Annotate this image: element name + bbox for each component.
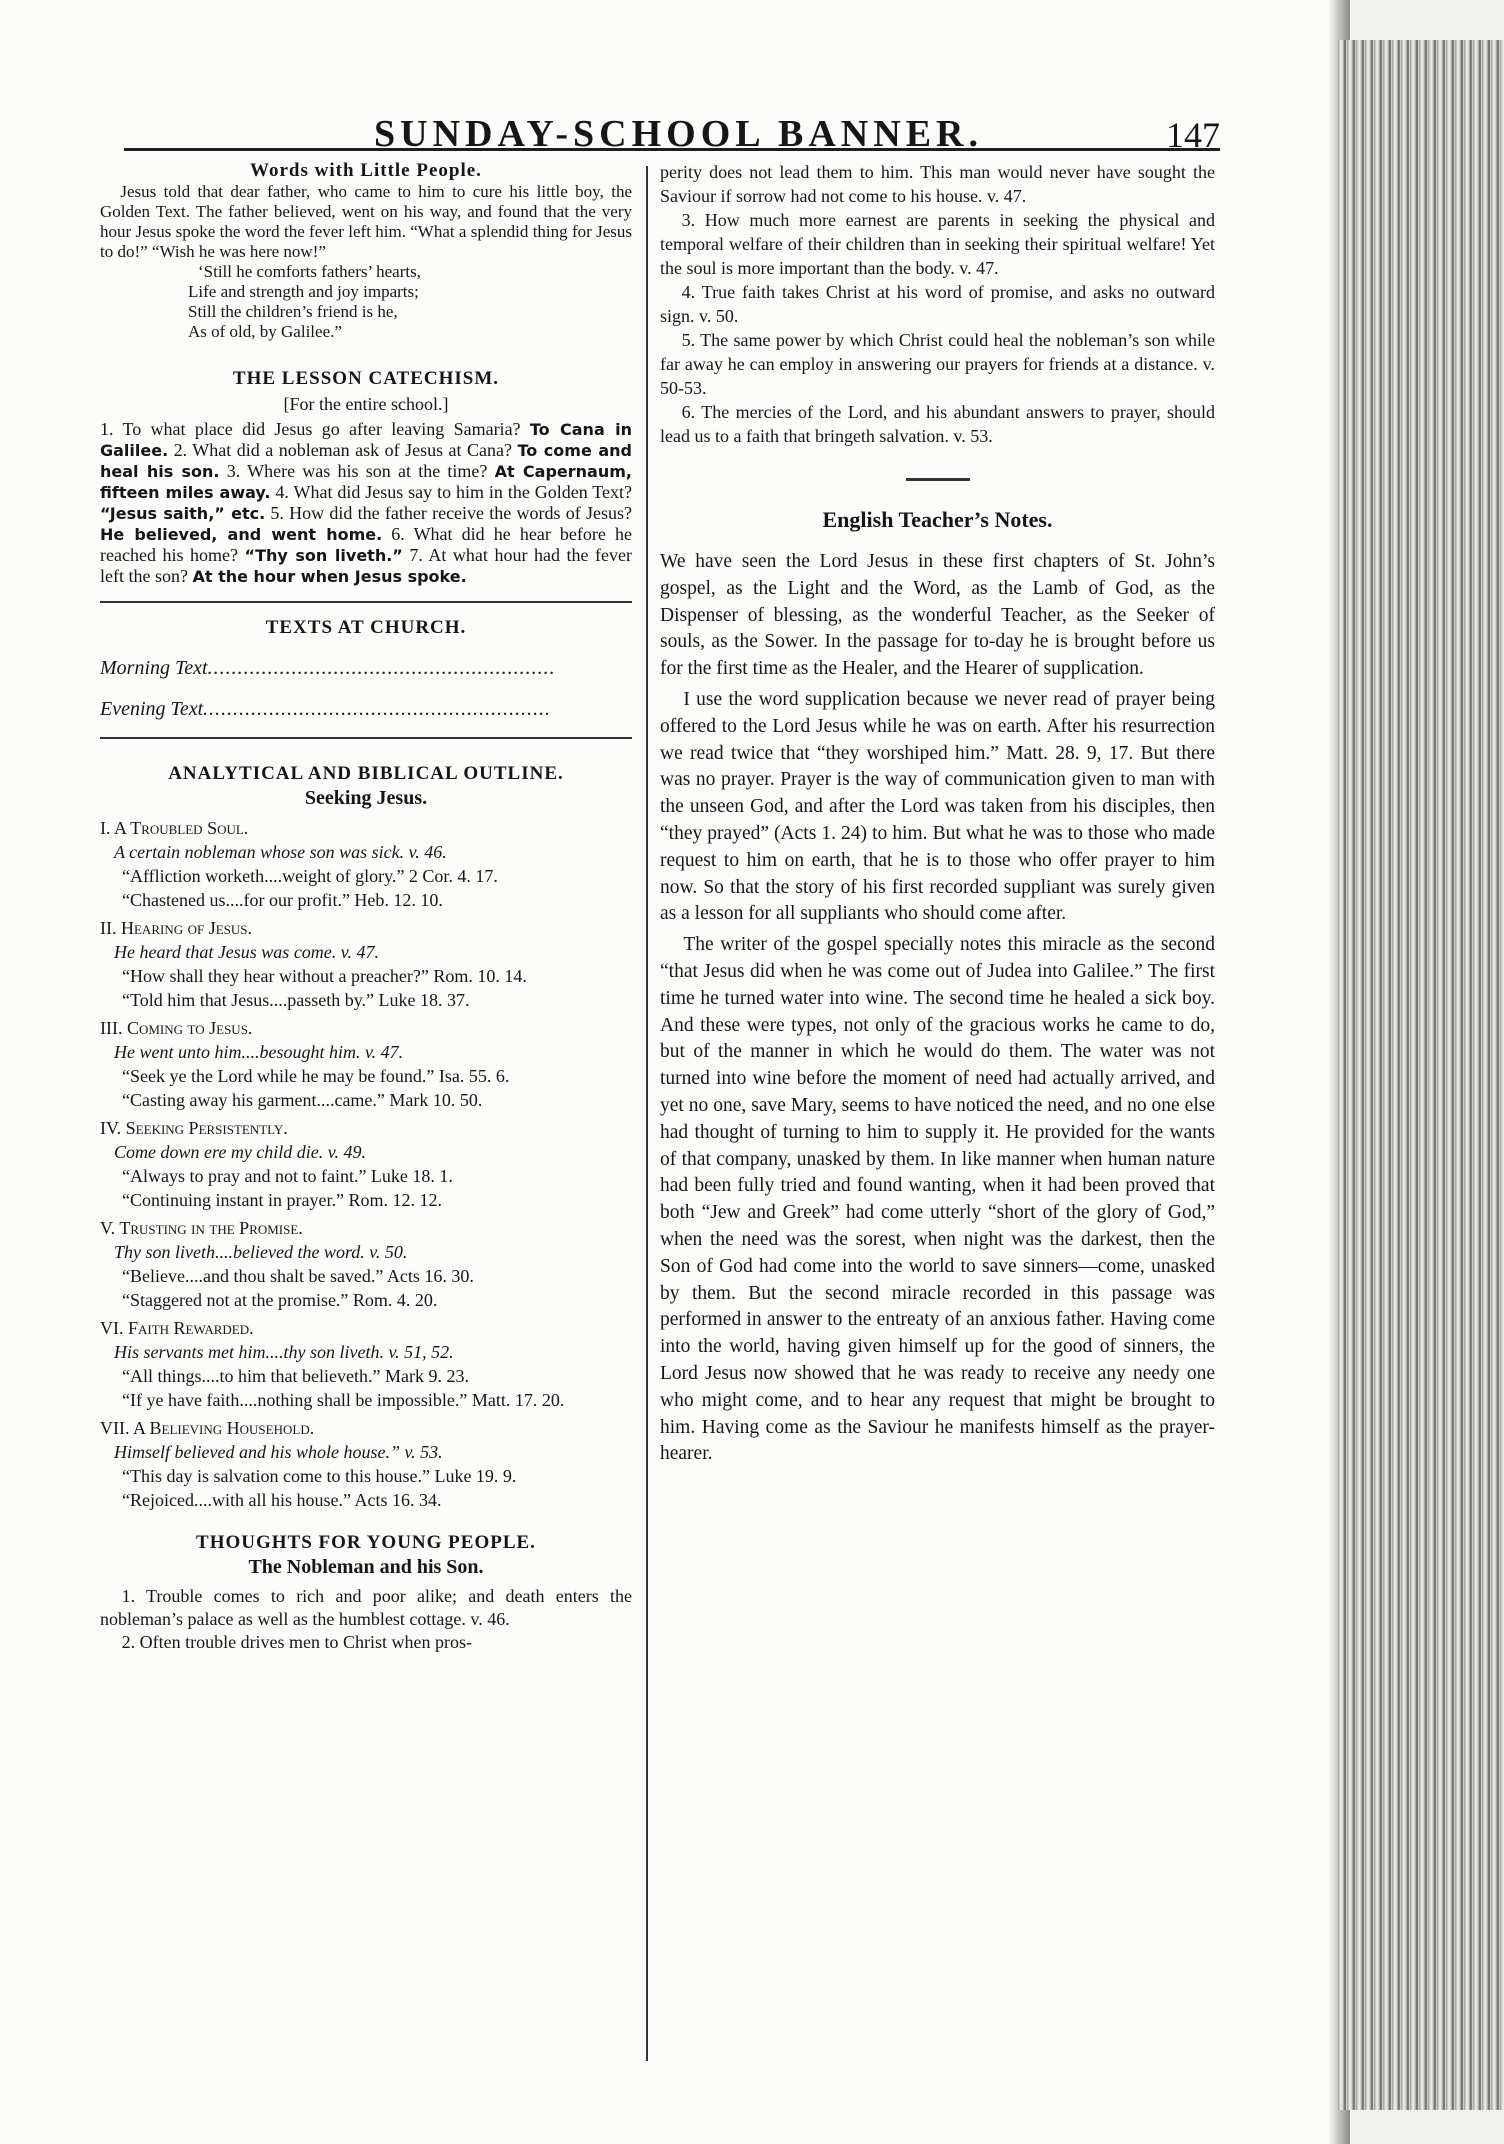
thoughts-continued (660, 160, 1215, 448)
thoughts-title: THOUGHTS FOR YOUNG PEOPLE. (196, 1532, 536, 1553)
outline-section (100, 1216, 632, 1312)
outline-reference: “Told him that Jesus....passeth by.” Luke 18. 37. (122, 990, 470, 1010)
outline-subheading: He heard that Jesus was come. v. 47. (114, 942, 379, 962)
poem-line: Still the children’s friend is he, (188, 302, 398, 321)
catechism-answer: At Capernaum, fifteen miles away. (100, 462, 632, 502)
outline-reference: “Believe....and thou shalt be saved.” Acts 16. 30. (122, 1266, 474, 1286)
column-divider (646, 166, 648, 2061)
outline-reference: “If ye have faith....nothing shall be impossible.” Matt. 17. 20. (122, 1390, 565, 1410)
texts-at-church (100, 617, 632, 721)
words-title: Words with Little People. (250, 160, 482, 181)
catechism-answer: He believed, and went home. (100, 525, 383, 544)
thought-item: 2. Often trouble drives men to Christ when pros- (121, 1632, 473, 1652)
outline-reference: “Rejoiced....with all his house.” Acts 16. 34. (122, 1490, 442, 1510)
outline-reference: “Seek ye the Lord while he may be found.” Isa. 55. 6. (122, 1066, 510, 1086)
thought-item: 5. The same power by which Christ could heal the nobleman’s son while far away he can employ in answering our prayers for friends at a distance. v. 50-53. (660, 330, 1215, 398)
outline-subheading: His servants met him....thy son liveth. v. 51, 52. (114, 1342, 454, 1362)
outline-reference: “All things....to him that believeth.” Mark 9. 23. (122, 1366, 469, 1386)
notes-paragraph: We have seen the Lord Jesus in these first chapters of St. John’s gospel, as the Light and the Word, as the Lamb of God, as the Dispenser of blessing, as the wonderful Teacher, as the Seeker of souls, as the Sower. In the passage for to-day he is brought before us for the first time as the Healer, and the Hearer of supplication. (660, 551, 1215, 680)
outline-title: ANALYTICAL AND BIBLICAL OUTLINE. (168, 763, 564, 784)
outline-heading: I. A Troubled Soul. (100, 818, 249, 838)
outline-reference: “Affliction worketh....weight of glory.” 2 Cor. 4. 17. (122, 866, 498, 886)
outline-subheading: He went unto him....besought him. v. 47. (114, 1042, 404, 1062)
outline-section (100, 1016, 632, 1112)
outline-heading: II. Hearing of Jesus. (100, 918, 253, 938)
outline-subheading: Come down ere my child die. v. 49. (114, 1142, 366, 1162)
outline-heading: VII. A Believing Household. (100, 1418, 315, 1438)
outline-heading: V. Trusting in the Promise. (100, 1218, 303, 1238)
running-title: SUNDAY-SCHOOL BANNER. (374, 113, 983, 155)
section-rule (100, 601, 632, 603)
catechism-answer: To Cana in Galilee. (100, 420, 632, 460)
notes-title: English Teacher’s Notes. (822, 507, 1053, 532)
evening-text-line: Evening Text.......................................................... (100, 698, 552, 720)
page-header (124, 112, 1220, 155)
outline-heading: III. Coming to Jesus. (100, 1018, 253, 1038)
texts-title: TEXTS AT CHURCH. (265, 617, 467, 638)
catechism-answer: To come and heal his son. (100, 441, 632, 481)
outline-subtitle: Seeking Jesus. (304, 787, 428, 809)
outline-reference: “Staggered not at the promise.” Rom. 4. 20. (122, 1290, 438, 1310)
thought-item: 4. True faith takes Christ at his word of promise, and asks no outward sign. v. 50. (660, 282, 1215, 326)
catechism-title: THE LESSON CATECHISM. (232, 368, 500, 389)
header-rule (124, 148, 1220, 151)
thoughts-for-young-people (100, 1532, 632, 1654)
outline-reference: “How shall they hear without a preacher?” Rom. 10. 14. (122, 966, 527, 986)
thought-item: 3. How much more earnest are parents in seeking the physical and temporal welfare of their children than in seeking their spiritual welfare! Yet the soul is more important than the body. v. 47. (660, 210, 1215, 278)
outline-heading: IV. Seeking Persistently. (100, 1118, 288, 1138)
notes-paragraph: I use the word supplication because we never read of prayer being offered to the Lord Jesus while he was on earth. After his resurrection we read twice that “they worshiped him.” Matt. 28. 9, 17. But there was no prayer. Prayer is the way of communication given to man with the unseen God, and after the Lord was taken from his disciples, then “they prayed” (Acts 1. 24) to him. But what he was to those who made request to him on earth, that he is to those who offer prayer to him now. So that the story of his first recorded suppliant was surely given as a lesson for all suppliants who should come after. (660, 688, 1215, 925)
thoughts-subtitle: The Nobleman and his Son. (248, 1556, 484, 1578)
words-paragraph: Jesus told that dear father, who came to him to cure his little boy, the Golden Text. The father believed, went on his way, and found that the very hour Jesus spoke the word the fever left him. “What a splendid thing for Jesus to do!” “Wish he was here now!” (100, 182, 632, 261)
outline-reference: “This day is salvation come to this house.” Luke 19. 9. (122, 1466, 517, 1486)
thought-item: 6. The mercies of the Lord, and his abundant answers to prayer, should lead us to a faith that bringeth salvation. v. 53. (660, 402, 1215, 446)
short-divider (906, 478, 970, 481)
morning-text-line: Morning Text.......................................................... (100, 657, 556, 679)
notes-paragraph: The writer of the gospel specially notes this miracle as the second “that Jesus did when he was come out of Judea into Galilee.” The first time he turned water into wine. The second time he healed a sick boy. And these were types, not only of the gracious works he came to do, but of the manner in which he would do them. The water was not turned into wine before the moment of need had actually arrived, and yet no one, save Mary, seems to have noticed the need, and no one else had thought of turning to him to supply it. He provided for the wants of that company, unasked by them. In like manner when human nature had been fully tried and found wanting, when it had been proved that both “Jew and Greek” had come utterly “short of the glory of God,” when the need was the sorest, when night was the darkest, then the Son of God had come into the world to save sinners—come, unasked by them. But the second miracle recorded in this passage was performed in answer to the entreaty of an anxious father. Having come into the world, having given himself up for the good of sinners, the Lord Jesus now showed that he was ready to receive any needy one who might come, and to hear any request that might be brought to him. Having come as the Saviour he manifests himself as the prayer-hearer. (660, 934, 1215, 1465)
outline-section (100, 1416, 632, 1512)
book-page-edges (1338, 40, 1504, 2110)
thought-item: perity does not lead them to him. This man would never have sought the Saviour if sorrow had not come to his house. v. 47. (660, 162, 1215, 206)
left-column (100, 160, 632, 1654)
outline-reference: “Continuing instant in prayer.” Rom. 12. 12. (122, 1190, 442, 1210)
words-poem (100, 262, 632, 342)
outline-subheading: Himself believed and his whole house.” v. 53. (114, 1442, 443, 1462)
catechism-answer: “Thy son liveth.” (244, 546, 403, 565)
outline-heading: VI. Faith Rewarded. (100, 1318, 254, 1338)
right-column (660, 160, 1215, 1472)
outline-subheading: A certain nobleman whose son was sick. v. 46. (114, 842, 447, 862)
catechism-answer: At the hour when Jesus spoke. (192, 567, 467, 586)
outline-section (100, 1316, 632, 1412)
poem-line: As of old, by Galilee.” (188, 322, 342, 341)
thought-item: 1. Trouble comes to rich and poor alike; and death enters the nobleman’s palace as well as the humblest cottage. v. 46. (100, 1586, 632, 1629)
poem-line: ‘Still he comforts fathers’ hearts, (198, 262, 421, 281)
catechism-text: 1. To what place did Jesus go after leaving Samaria? To Cana in Galilee. 2. What did a nobleman ask of Jesus at Cana? To come and heal his son. 3. Where was his son at the time? At Capernaum, fifteen miles away. 4. What did Jesus say to him in the Golden Text? “Jesus saith,” etc. 5. How did the father receive the words of Jesus? He believed, and went home. 6. What did he hear before he reached his home? “Thy son liveth.” 7. At what hour had the fever left the son? At the hour when Jesus spoke. (100, 419, 633, 586)
poem-line: Life and strength and joy imparts; (188, 282, 419, 301)
outline-reference: “Casting away his garment....came.” Mark 10. 50. (122, 1090, 483, 1110)
outline-section (100, 816, 632, 912)
words-with-little-people (100, 160, 632, 342)
outline-section (100, 916, 632, 1012)
outline-subheading: Thy son liveth....believed the word. v. 50. (114, 1242, 408, 1262)
lesson-catechism (100, 368, 632, 587)
section-rule (100, 737, 632, 739)
outline-section (100, 1116, 632, 1212)
biblical-outline (100, 763, 632, 1512)
catechism-subtitle: [For the entire school.] (283, 394, 449, 414)
outline-reference: “Chastened us....for our profit.” Heb. 12. 10. (122, 890, 443, 910)
outline-reference: “Always to pray and not to faint.” Luke 18. 1. (122, 1166, 453, 1186)
page-number: 147 (1166, 115, 1220, 155)
catechism-answer: “Jesus saith,” etc. (100, 504, 266, 523)
english-teachers-notes (660, 507, 1215, 1468)
